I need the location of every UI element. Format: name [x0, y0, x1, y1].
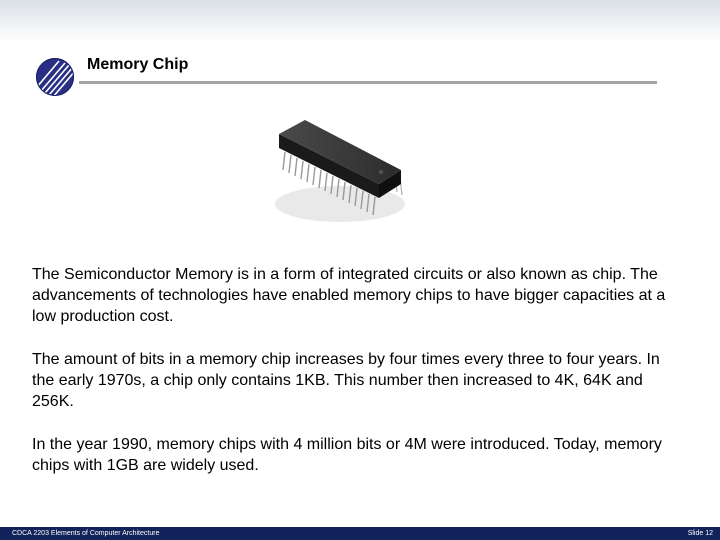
slide-title: Memory Chip: [87, 56, 189, 73]
paragraph-bit-growth: The amount of bits in a memory chip increases by four times every three to four years. In the early 1970s, a chip only contains 1KB. This number then increased to 4K, 64K and 256K.: [32, 351, 660, 410]
university-logo-icon: [35, 57, 75, 97]
footer-bar: [0, 527, 720, 540]
title-divider: [79, 81, 657, 84]
paragraph-semiconductor: The Semiconductor Memory is in a form of integrated circuits or also known as chip. The advancements of technologies have enabled memory chips to have bigger capacities at a low production cost.: [32, 266, 666, 325]
paragraph-1990: In the year 1990, memory chips with 4 million bits or 4M were introduced. Today, memory chips with 1GB are widely used.: [32, 436, 662, 474]
slide-body: [32, 264, 682, 498]
memory-chip-image: [255, 112, 415, 232]
footer-slide-number: Slide 12: [687, 530, 713, 537]
header-band: [0, 0, 720, 42]
footer-course: CDCA 2203 Elements of Computer Architecture: [12, 530, 160, 537]
